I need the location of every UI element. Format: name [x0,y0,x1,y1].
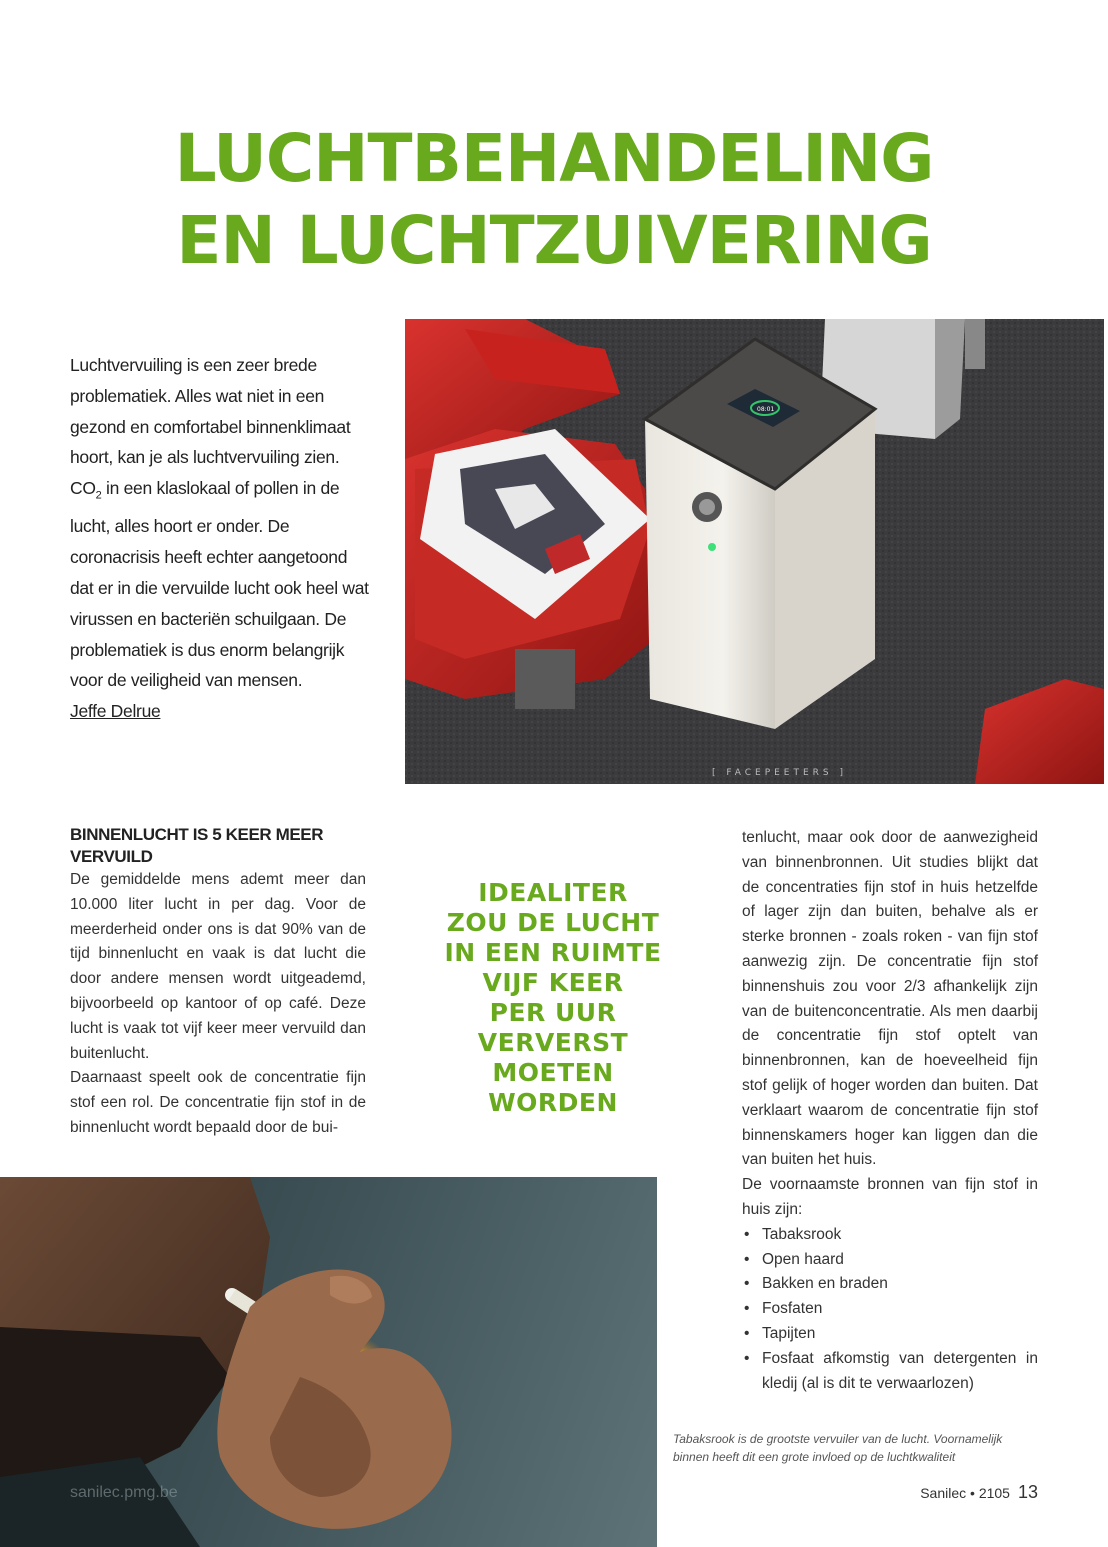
author-link[interactable]: Jeffe Delrue [70,701,161,722]
list-item: • Open haard [742,1248,1038,1273]
quote-line: WORDEN [488,1088,618,1117]
col1-paragraph-2: Daarnaast speelt ook de concentratie fijn stof een rol. De concentratie fijn stof in de binnenlucht wordt bepaald door de bui- [70,1069,366,1136]
quote-line: VIJF KEER [482,968,624,997]
col3-paragraph-2: De voornaamste bronnen van fijn stof in huis zijn: [742,1176,1038,1218]
list-item: • Bakken en braden [742,1272,1038,1297]
list-item: • Tabaksrook [742,1223,1038,1248]
list-item: • Fosfaat afkomstig van detergenten in kledij (al is dit te verwaarlozen) [742,1347,1038,1397]
page-footer [920,1482,1038,1503]
purifier-screen-readout: 08:01 [757,406,775,413]
list-item: • Fosfaten [742,1297,1038,1322]
quote-line: VERVERST MOETEN [477,1028,629,1087]
title-line-2: EN LUCHTZUIVERING [176,202,932,279]
photo-caption: Tabaksrook is de grootste vervuiler van de lucht. Voornamelijk binnen heeft dit een grote invloed op de luchtkwaliteit [673,1432,1003,1464]
intro-text-1: Luchtvervuiling is een zeer brede problematiek. Alles wat niet in een gezond en comfortabel binnenklimaat hoort, kan je als luchtvervuiling zien. [70,355,351,468]
magazine-issue: Sanilec • 2105 [920,1485,1010,1501]
page-number: 13 [1017,1482,1038,1502]
intro-text-2: in een klaslokaal of pollen in de lucht, alles hoort er onder. De coronacrisis heeft echter aangetoond dat er in die vervuilde lucht ook heel wat virussen en bacteriën schuilgaan. De problematiek is dus enorm belangrijk voor de veiligheid van mensen. [70,478,369,691]
title-line-1: LUCHTBEHANDELING [174,120,934,197]
quote-line: PER UUR [489,998,617,1027]
col3-paragraph-1: tenlucht, maar ook door de aanwezigheid van binnenbronnen. Uit studies blijkt dat de concentraties fijn stof in huis hetzelfde of lager zijn dan buiten, behalve als er sterke bronnen - zoals roken - van fijn stof aanwezig zijn. De concentratie fijn stof binnenshuis zou voor 2/3 afhankelijk zijn van de buitenconcentratie. Als men daarbij de concentratie fijn stof optelt van binnenbronnen, kan de hoeveelheid fijn stof gelijk of hoger worden dan buiten. Dat verklaart waarom de concentratie fijn stof binnenskamers hoger kan liggen dan die van buiten het huis. [742,829,1038,1169]
quote-line: IN EEN RUIMTE [444,938,662,967]
col1-paragraph-1: De gemiddelde mens ademt meer dan 10.000 liter lucht in per dag. Voor de meerderheid onder ons is dat 90% van de tijd binnenlucht en vaak is dat lucht die door andere mensen wordt uitgeademd, bijvoorbeeld op kantoor of op café. Deze lucht is vaak tot vijf keer meer vervuild dan buitenlucht. [70,871,366,1062]
article-column-1 [70,824,366,1141]
section-heading: BINNENLUCHT IS 5 KEER MEER VERVUILD [70,825,324,866]
quote-line: ZOU DE LUCHT [446,908,660,937]
page-title [0,118,1108,282]
sources-list [742,1223,1038,1397]
intro-paragraph [70,350,370,727]
website-link[interactable]: sanilec.pmg.be [70,1484,178,1501]
air-purifier-illustration [405,319,1104,784]
photo-credit: [ FACEPEETERS ] [712,768,848,778]
air-purifier-photo [405,319,1104,784]
pull-quote [415,878,691,1118]
co2-subscript: 2 [95,489,102,502]
list-item: • Tapijten [742,1322,1038,1347]
co2-label: CO [70,478,96,499]
quote-line: IDEALITER [478,878,628,907]
article-column-3 [742,826,1038,1396]
